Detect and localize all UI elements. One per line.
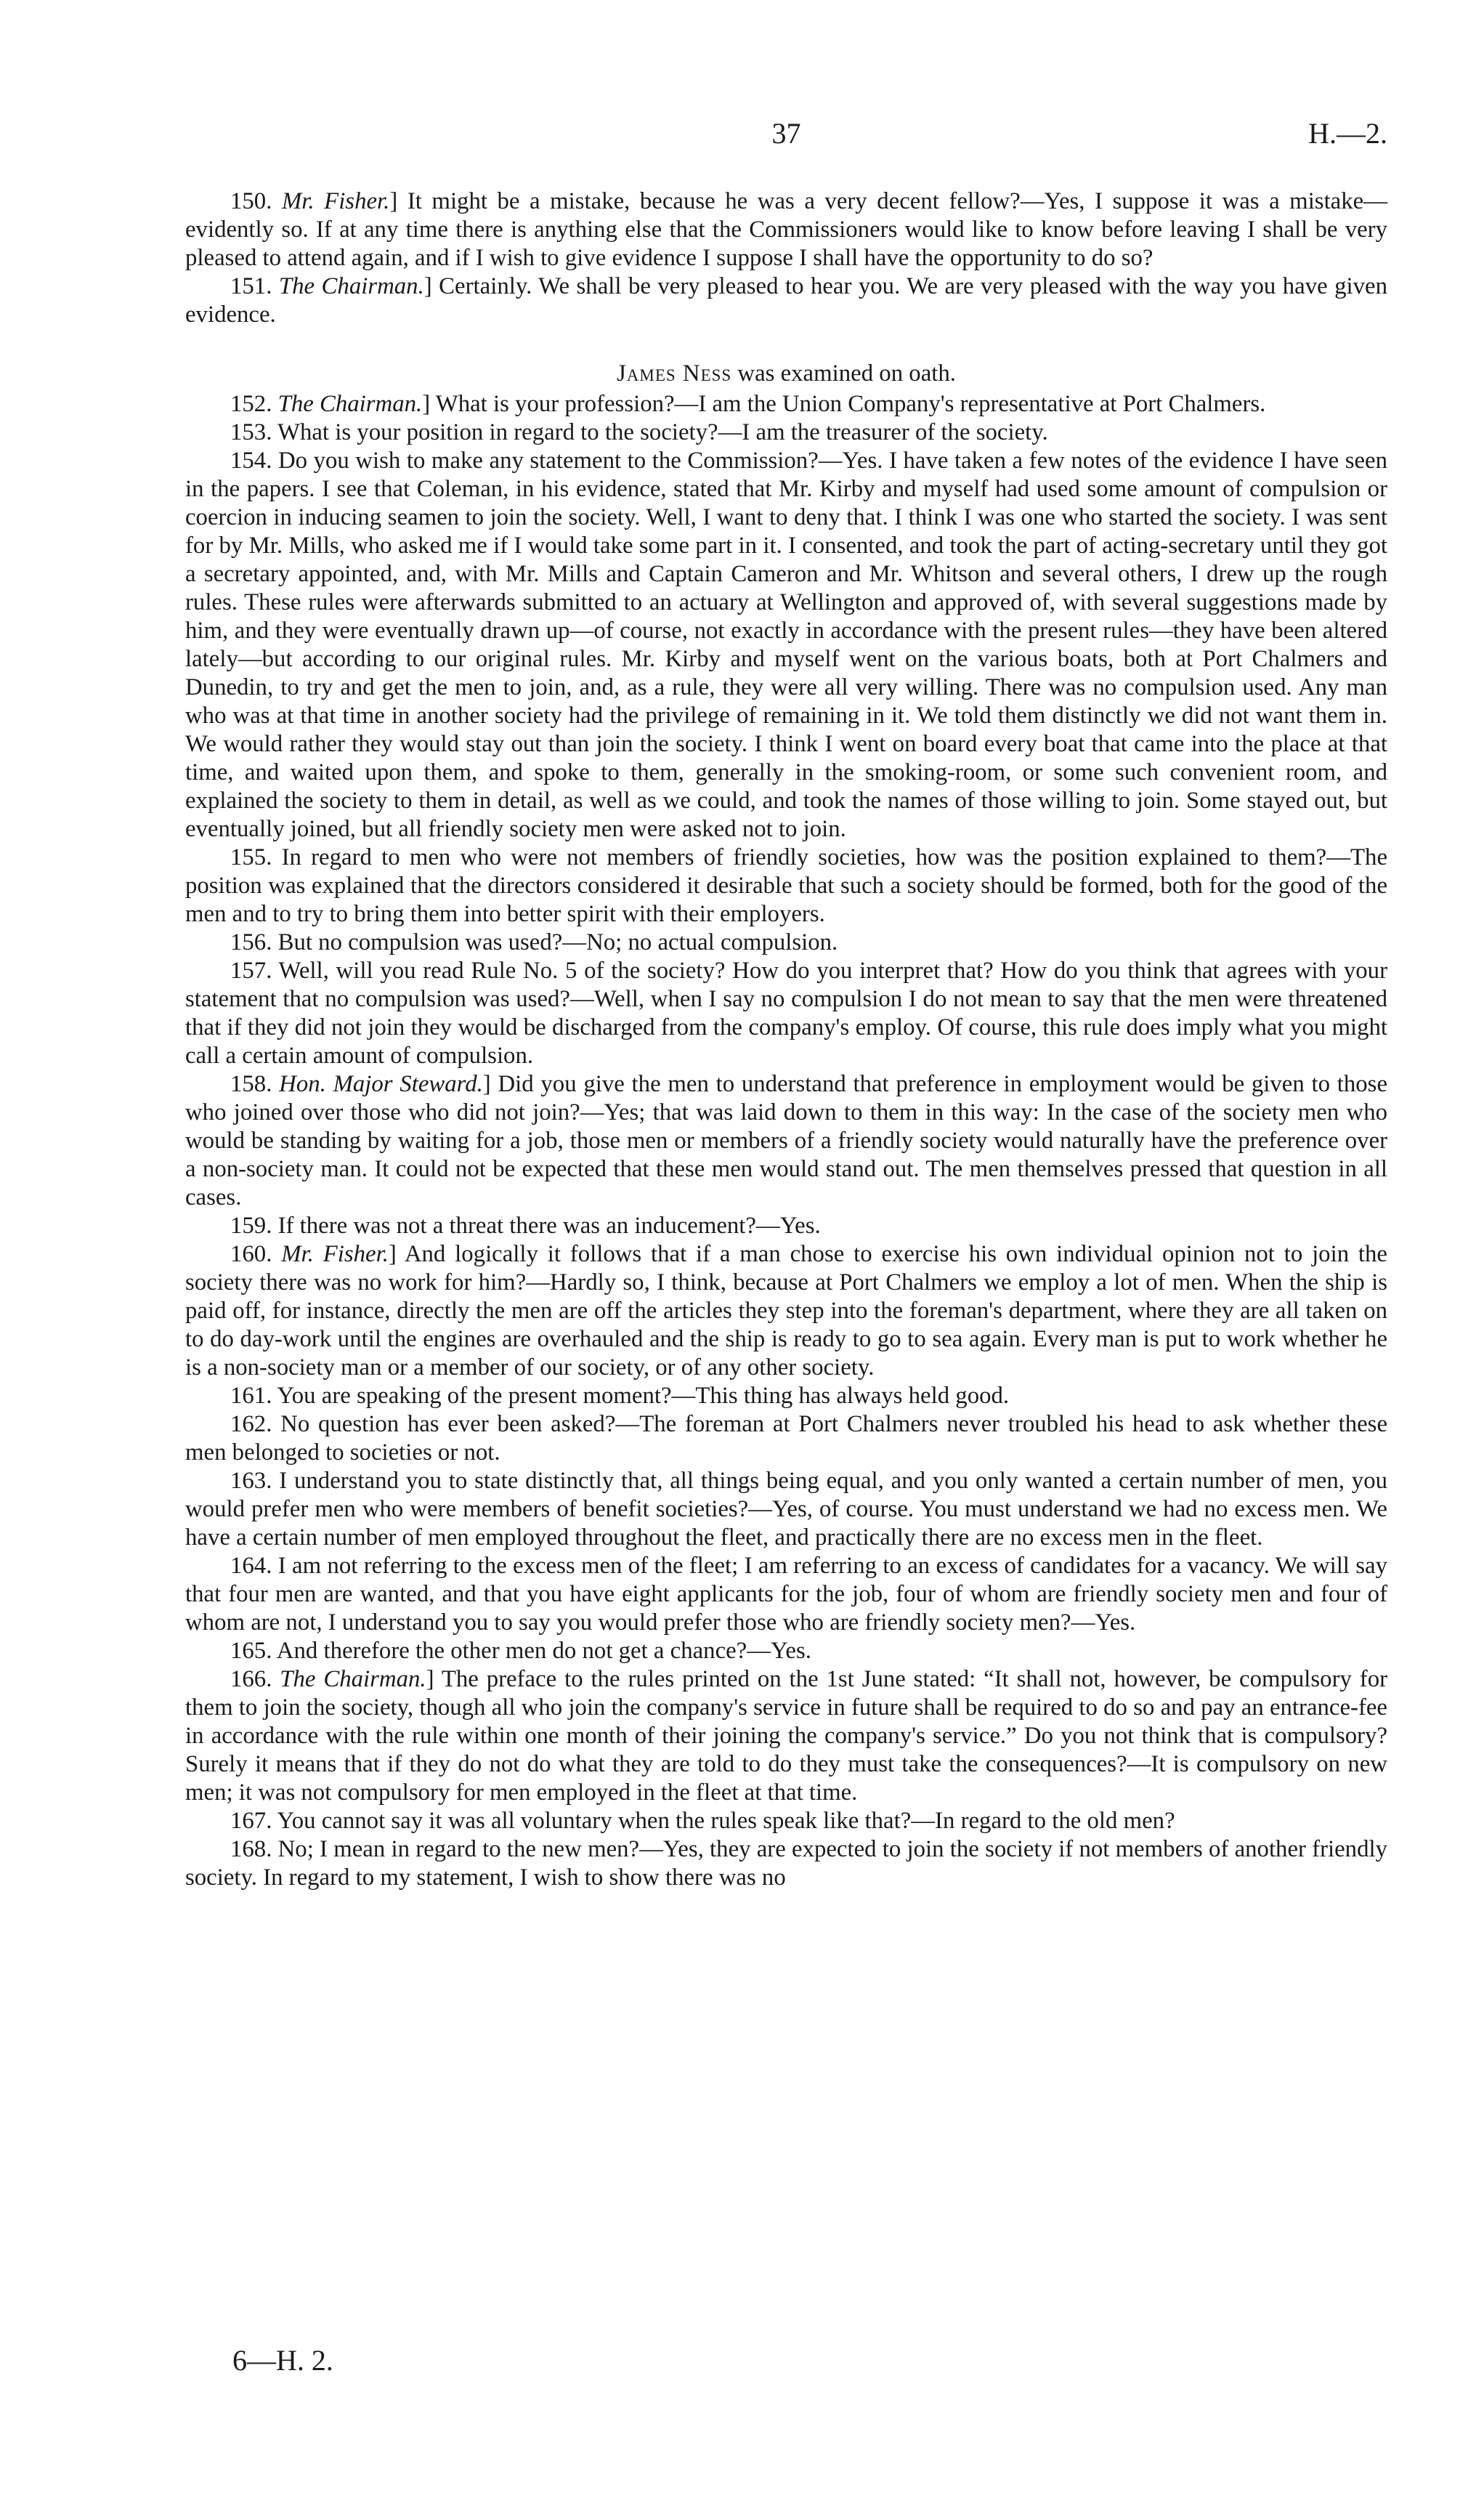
paragraph-text: 164. I am not referring to the excess men of the fleet; I am referring to an excess of candidates for a vacancy. We will say that four men are wanted, and that you have eight applicants for the job, four of whom are friendly society men and four of whom are not, I understand you to say you would prefer those who are friendly society men?—Yes. (185, 1553, 1387, 1636)
paragraph-text: 157. Well, will you read Rule No. 5 of the society? How do you interpret that? How do you think that agrees with your statement that no compulsion was used?—Well, when I say no compulsion I do not mean to say that the men were threatened that if they did not join they would be discharged from the company's employ. Of course, this rule does imply what you might call a certain amount of compulsion. (185, 958, 1387, 1069)
paragraph-text: 156. But no compulsion was used?—No; no actual compulsion. (230, 929, 838, 955)
paragraph (185, 844, 1387, 929)
paragraph (185, 447, 1387, 844)
paragraph (185, 957, 1387, 1070)
paragraph-number-speaker: 152. The Chairman.] (230, 391, 431, 417)
paragraph (185, 1467, 1387, 1552)
paragraph-text: 168. No; I mean in regard to the new men?—Yes, they are expected to join the society if not members of another friendly society. In regard to my statement, I wish to show there was no (185, 1836, 1387, 1891)
document-body (185, 187, 1387, 1892)
witness-name: James Ness (617, 360, 732, 387)
paragraph-number-speaker: 150. Mr. Fisher.] (230, 188, 398, 214)
paragraph-number-speaker: 151. The Chairman.] (230, 273, 432, 299)
paragraph (185, 1240, 1387, 1382)
paragraph-text: 154. Do you wish to make any statement to the Commission?—Yes. I have taken a few notes of the evidence I have seen in the papers. I see that Coleman, in his evidence, stated that Mr. Kirby and myself had used some amount of compulsion or coercion in inducing seamen to join the society. Well, I want to deny that. I think I was one who started the society. I was sent for by Mr. Mills, who asked me if I would take some part in it. I consented, and took the part of acting-secretary until they got a secretary appointed, and, with Mr. Mills and Captain Cameron and Mr. Whitson and several others, I drew up the rough rules. These rules were afterwards submitted to an actuary at Wellington and approved of, with several suggestions made by him, and they were eventually drawn up—of course, not exactly in accordance with the present rules—they have been altered lately—but according to our original rules. Mr. Kirby and myself went on the various boats, both at Port Chalmers and Dunedin, to try and get the men to join, and, as a rule, they were all very willing. There was no compulsion used. Any man who was at that time in another society had the privilege of remaining in it. We told them distinctly we did not want them in. We would rather they would stay out than join the society. I think I went on board every boat that came into the place at that time, and waited upon them, and spoke to them, generally in the smoking-room, or some such convenient room, and explained the society to them in detail, as well as we could, and took the names of those willing to join. Some stayed out, but eventually joined, but all friendly society men were asked not to join. (185, 448, 1387, 842)
document-code: H.—2. (1308, 117, 1387, 150)
paragraph-text: Certainly. We shall be very pleased to hear you. We are very pleased with the way you have given evidence. (185, 273, 1387, 328)
page-number: 37 (771, 117, 801, 150)
paragraph (185, 1212, 1387, 1240)
paragraph (185, 419, 1387, 447)
paragraph-number-speaker: 160. Mr. Fisher.] (230, 1241, 397, 1267)
page-header (185, 116, 1387, 160)
paragraph-text: 162. No question has ever been asked?—The foreman at Port Chalmers never troubled his head to ask whether these men belonged to societies or not. (185, 1411, 1387, 1466)
paragraph (185, 1070, 1387, 1212)
paragraph-text: 163. I understand you to state distinctly that, all things being equal, and you only wanted a certain number of men, you would prefer men who were members of benefit societies?—Yes, of course. You must understand we had no excess men. We have a certain number of men employed throughout the fleet, and practically there are no excess men in the fleet. (185, 1468, 1387, 1551)
paragraph (185, 1665, 1387, 1807)
paragraph-number-speaker: 158. Hon. Major Steward.] (230, 1071, 491, 1097)
witness-heading (185, 360, 1387, 388)
paragraph-text: 159. If there was not a threat there was an inducement?—Yes. (230, 1213, 821, 1239)
paragraph-text: 155. In regard to men who were not members of friendly societies, how was the position explained to them?—The position was explained that the directors considered it desirable that such a society should be formed, both for the good of the men and to try to bring them into better spirit with their employers. (185, 844, 1387, 927)
paragraph (185, 1382, 1387, 1410)
paragraph (185, 187, 1387, 272)
paragraph (185, 1410, 1387, 1467)
paragraph-text: What is your profession?—I am the Union Company's representative at Port Chalmers. (430, 391, 1266, 417)
witness-heading-text: was examined on oath. (731, 360, 956, 387)
paragraph-text: It might be a mistake, because he was a very decent fellow?—Yes, I suppose it was a mistake—evidently so. If at any time there is anything else that the Commissioners would like to know before leaving I shall be very pleased to attend again, and if I wish to give evidence I suppose I shall have the opportunity to do so? (185, 188, 1387, 271)
paragraph-text: 161. You are speaking of the present moment?—This thing has always held good. (230, 1383, 1010, 1409)
paragraph-group-2 (185, 390, 1387, 1892)
paragraph-number-speaker: 166. The Chairman.] (230, 1666, 434, 1692)
paragraph-group-1 (185, 187, 1387, 329)
paragraph (185, 1835, 1387, 1892)
paragraph-text: 167. You cannot say it was all voluntary when the rules speak like that?—In regard to the old men? (230, 1808, 1175, 1834)
paragraph (185, 929, 1387, 957)
paragraph-text: And logically it follows that if a man chose to exercise his own individual opinion not to join the society there was no work for him?—Hardly so, I think, because at Port Chalmers we employ a lot of men. When the ship is paid off, for instance, directly the men are off the articles they step into the foreman's department, where they are all taken on to do day-work until the engines are overhauled and the ship is ready to go to sea again. Every man is put to work whether he is a non-society man or a member of our society, or of any other society. (185, 1241, 1387, 1381)
paragraph-text: Did you give the men to understand that preference in employment would be given to those who joined over those who did not join?—Yes; that was laid down to them in this way: In the case of the society men who would be standing by waiting for a job, those men or members of a friendly society would naturally have the preference over a non-society man. It could not be expected that these men would stand out. The men themselves pressed that question in all cases. (185, 1071, 1387, 1210)
paragraph (185, 1807, 1387, 1835)
paragraph-text: The preface to the rules printed on the 1st June stated: “It shall not, however, be compulsory for them to join the society, though all who join the company's service in future shall be required to do so and pay an entrance-fee in accordance with the rule within one month of their joining the company's service.” Do you not think that is compulsory? Surely it means that if they do not do what they are told to do they must take the consequences?—It is compulsory on new men; it was not compulsory for men employed in the fleet at that time. (185, 1666, 1388, 1806)
signature-mark: 6—H. 2. (232, 2344, 333, 2377)
paragraph (185, 272, 1387, 329)
paragraph-text: 165. And therefore the other men do not get a chance?—Yes. (230, 1638, 811, 1664)
paragraph (185, 1637, 1387, 1665)
paragraph-text: 153. What is your position in regard to the society?—I am the treasurer of the society. (230, 419, 1048, 445)
paragraph (185, 1552, 1387, 1637)
paragraph (185, 390, 1387, 419)
